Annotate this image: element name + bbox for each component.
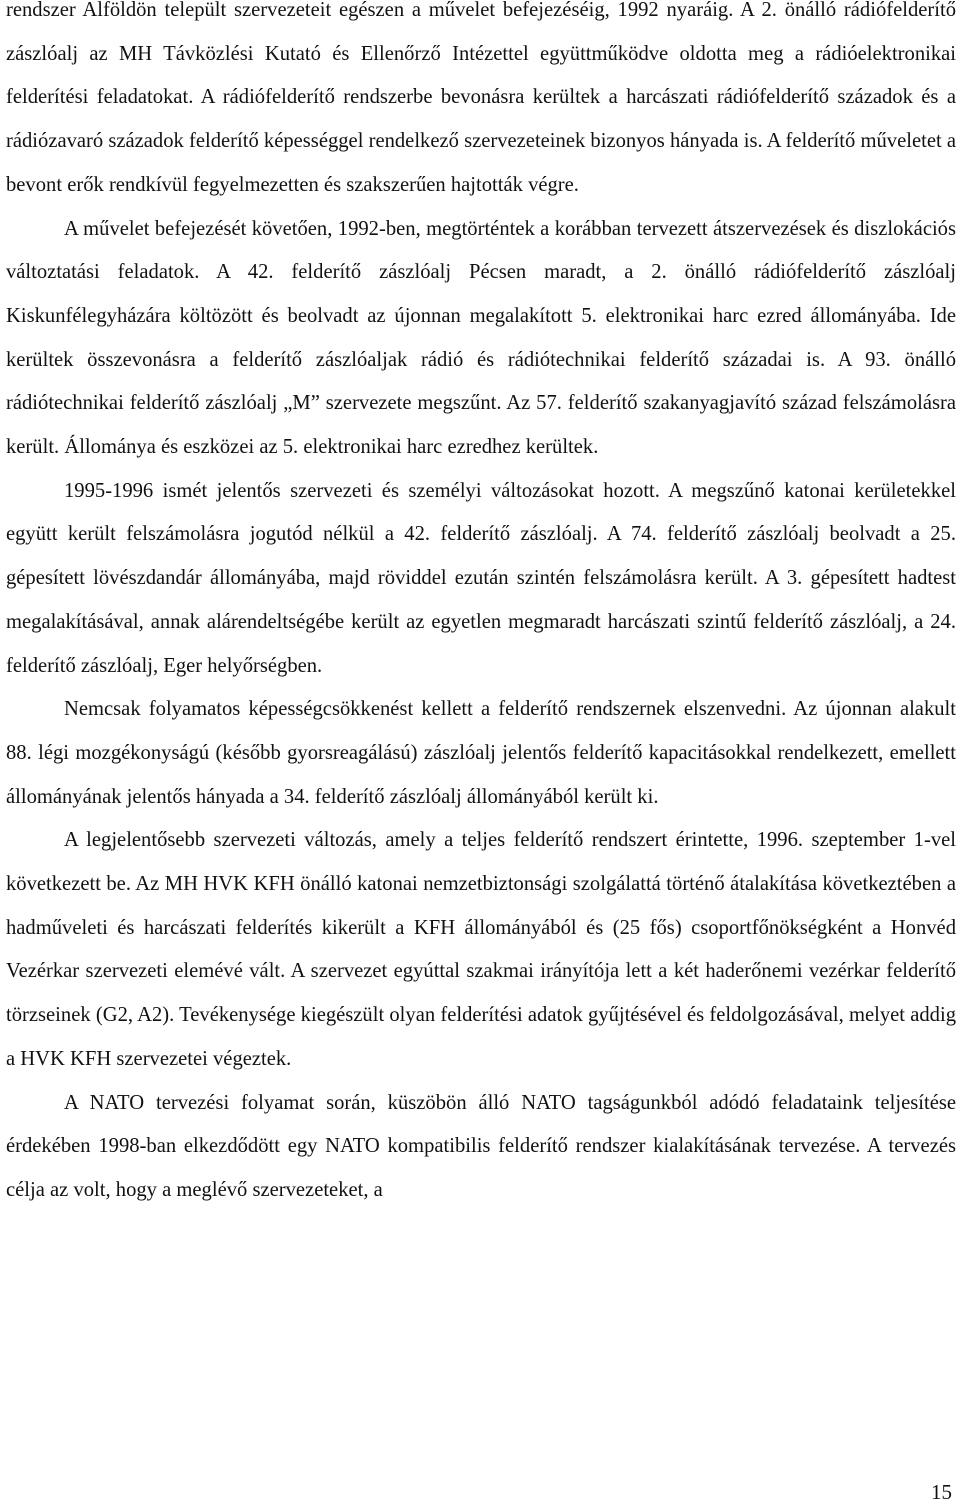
paragraph-1: rendszer Alföldön települt szervezeteit egészen a művelet befejezéséig, 1992 nyaráig. A 2. önálló rádiófelderítő zászlóalj az MH Távközlési Kutató és Ellenőrző Intézettel együttműködve oldotta meg a rádióelektronikai felderítési feladatokat. A rádiófelderítő rendszerbe bevonásra kerültek a harcászati rádiófelderítő századok és a rádiózavaró századok felderítő képességgel rendelkező szervezeteinek bizonyos hányada is. A felderítő műveletet a bevont erők rendkívül fegyelmezetten és szakszerűen hajtották végre. <box>6 0 956 196</box>
paragraph-5: A legjelentősebb szervezeti változás, amely a teljes felderítő rendszert érintette, 1996. szeptember 1-vel következett be. Az MH HVK KFH önálló katonai nemzetbiztonsági szolgálattá történő átalakítása következtében a hadműveleti és harcászati felderítés kikerült a KFH állományából és (25 fős) csoportfőnökségként a Honvéd Vezérkar szervezeti elemévé vált. A szervezet egyúttal szakmai irányítója lett a két haderőnemi vezérkar felderítő törzseinek (G2, A2). Tevékenysége kiegészült olyan felderítési adatok gyűjtésével és feldolgozásával, melyet addig a HVK KFH szervezetei végeztek. <box>6 829 956 1070</box>
paragraph-4: Nemcsak folyamatos képességcsökkenést kellett a felderítő rendszernek elszenvedni. Az újonnan alakult 88. légi mozgékonyságú (később gyorsreagálású) zászlóalj jelentős felderítő kapacitásokkal rendelkezett, emellett állományának jelentős hányada a 34. felderítő zászlóalj állományából került ki. <box>6 698 956 808</box>
paragraph-3: 1995-1996 ismét jelentős szervezeti és személyi változásokat hozott. A megszűnő katonai kerületekkel együtt került felszámolásra jogutód nélkül a 42. felderítő zászlóalj. A 74. felderítő zászlóalj beolvadt a 25. gépesített lövészdandár állományába, majd röviddel ezután szintén felszámolásra került. A 3. gépesített hadtest megalakításával, annak alárendeltségébe került az egyetlen megmaradt harcászati szintű felderítő zászlóalj, a 24. felderítő zászlóalj, Eger helyőrségben. <box>6 479 956 677</box>
paragraph-6: A NATO tervezési folyamat során, küszöbön álló NATO tagságunkból adódó feladataink teljesítése érdekében 1998-ban elkezdődött egy NATO kompatibilis felderítő rendszer kialakításának tervezése. A tervezés célja az volt, hogy a meglévő szervezeteket, a <box>6 1091 956 1201</box>
page-number: 15 <box>931 1480 952 1504</box>
body-text <box>6 0 956 1213</box>
paragraph-2: A művelet befejezését követően, 1992-ben, megtörténtek a korábban tervezett átszervezések és diszlokációs változtatási feladatok. A 42. felderítő zászlóalj Pécsen maradt, a 2. önálló rádiófelderítő zászlóalj Kiskunfélegyházára költözött és beolvadt az újonnan megalakított 5. elektronikai harc ezred állományába. Ide kerültek összevonásra a felderítő zászlóaljak rádió és rádiótechnikai felderítő századai is. A 93. önálló rádiótechnikai felderítő zászlóalj „M” szervezete megszűnt. Az 57. felderítő szakanyagjavító század felszámolásra került. Állománya és eszközei az 5. elektronikai harc ezredhez kerültek. <box>6 217 956 459</box>
